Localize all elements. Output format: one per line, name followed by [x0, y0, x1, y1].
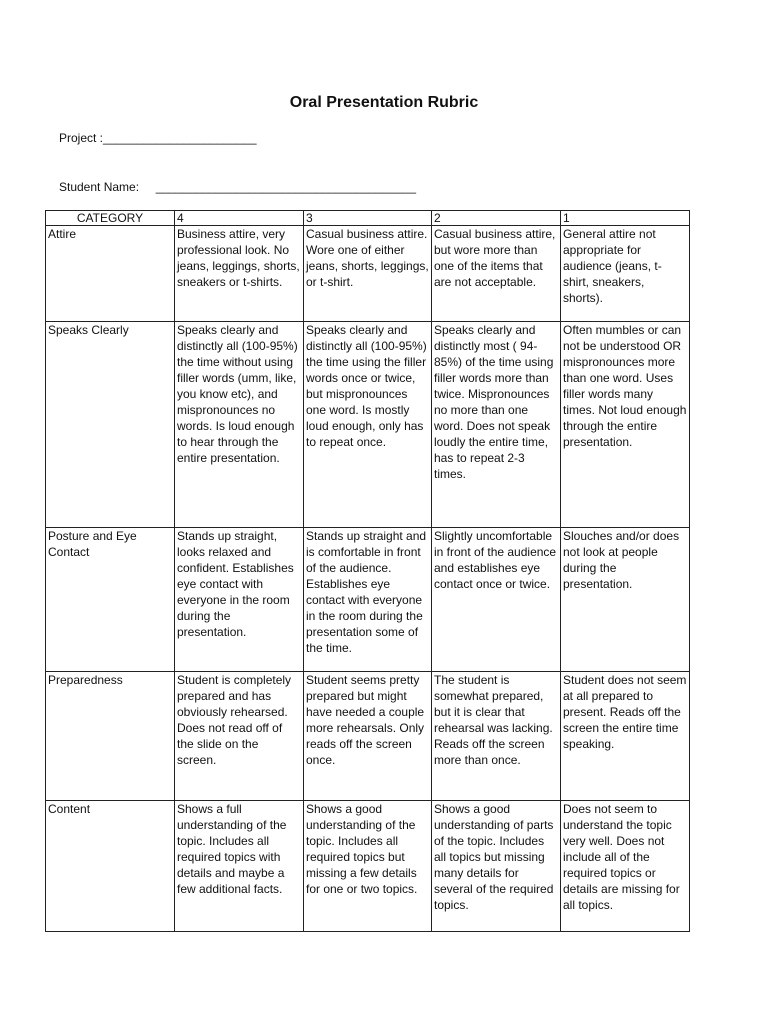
- table-row: [46, 226, 690, 322]
- student-name-field: Student Name: _______________________________________: [59, 180, 416, 194]
- rubric-cell: Slightly uncomfortable in front of the audience and establishes eye contact once or twice.: [432, 528, 561, 672]
- header-category: CATEGORY: [46, 211, 175, 226]
- table-row: [46, 322, 690, 528]
- row-category: Preparedness: [46, 672, 175, 801]
- rubric-cell: Often mumbles or can not be understood OR mispronounces more than one word. Uses filler words many times. Not loud enough through the entire presentation.: [561, 322, 690, 528]
- row-category: Content: [46, 801, 175, 932]
- rubric-cell: Does not seem to understand the topic very well. Does not include all of the required topics or details are missing for all topics.: [561, 801, 690, 932]
- table-row: [46, 528, 690, 672]
- rubric-cell: The student is somewhat prepared, but it is clear that rehearsal was lacking. Reads off the screen more than once.: [432, 672, 561, 801]
- row-category: Speaks Clearly: [46, 322, 175, 528]
- rubric-cell: Shows a good understanding of the topic. Includes all required topics but missing a few details for one or two topics.: [304, 801, 432, 932]
- project-field: Project :_______________________: [59, 131, 257, 145]
- rubric-cell: Casual business attire, but wore more than one of the items that are not acceptable.: [432, 226, 561, 322]
- rubric-cell: Shows a full understanding of the topic. Includes all required topics with details and maybe a few additional facts.: [175, 801, 304, 932]
- rubric-cell: Speaks clearly and distinctly most ( 94-85%) of the time using filler words more than twice. Mispronounces no more than one word. Does not speak loudly the entire time, has to repeat 2-3 times.: [432, 322, 561, 528]
- rubric-cell: Student seems pretty prepared but might have needed a couple more rehearsals. Only reads off the screen once.: [304, 672, 432, 801]
- rubric-cell: Stands up straight and is comfortable in front of the audience. Establishes eye contact with everyone in the room during the presentation some of the time.: [304, 528, 432, 672]
- table-row: [46, 801, 690, 932]
- header-score-3: 3: [304, 211, 432, 226]
- rubric-cell: Slouches and/or does not look at people during the presentation.: [561, 528, 690, 672]
- header-score-2: 2: [432, 211, 561, 226]
- page-title: Oral Presentation Rubric: [289, 94, 479, 111]
- row-category: Posture and Eye Contact: [46, 528, 175, 672]
- header-score-4: 4: [175, 211, 304, 226]
- rubric-cell: Student does not seem at all prepared to present. Reads off the screen the entire time speaking.: [561, 672, 690, 801]
- rubric-cell: Business attire, very professional look. No jeans, leggings, shorts, sneakers or t-shirts.: [175, 226, 304, 322]
- header-row: [46, 211, 690, 226]
- rubric-cell: Stands up straight, looks relaxed and confident. Establishes eye contact with everyone in the room during the presentation.: [175, 528, 304, 672]
- header-score-1: 1: [561, 211, 690, 226]
- rubric-cell: Shows a good understanding of parts of the topic. Includes all topics but missing many details for several of the required topics.: [432, 801, 561, 932]
- table-row: [46, 672, 690, 801]
- rubric-table: [45, 210, 690, 932]
- row-category: Attire: [46, 226, 175, 322]
- rubric-cell: Casual business attire. Wore one of either jeans, shorts, leggings, or t-shirt.: [304, 226, 432, 322]
- rubric-cell: Speaks clearly and distinctly all (100-95%) the time using the filler words once or twice, but mispronounces one word. Is mostly loud enough, only has to repeat once.: [304, 322, 432, 528]
- rubric-cell: General attire not appropriate for audience (jeans, t-shirt, sneakers, shorts).: [561, 226, 690, 322]
- rubric-cell: Student is completely prepared and has obviously rehearsed. Does not read off of the slide on the screen.: [175, 672, 304, 801]
- rubric-cell: Speaks clearly and distinctly all (100-95%) the time without using filler words (umm, like, you know etc), and mispronounces no words. Is loud enough to hear through the entire presentation.: [175, 322, 304, 528]
